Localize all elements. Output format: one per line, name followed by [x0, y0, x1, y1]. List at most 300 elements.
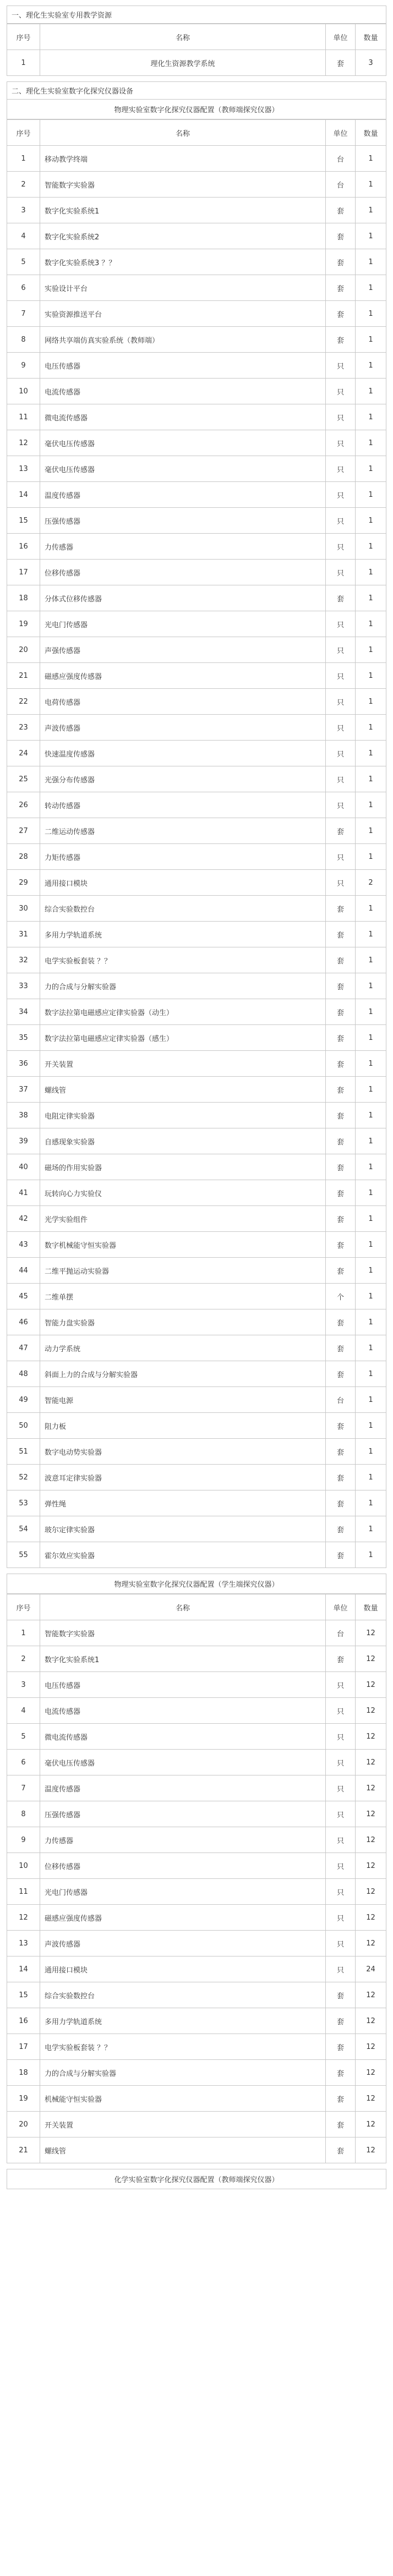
cell-name: 玩转向心力实验仪: [40, 1180, 326, 1206]
cell-qty: 12: [356, 2086, 386, 2112]
cell-unit: 套: [326, 2112, 356, 2137]
cell-qty: 1: [356, 1077, 386, 1103]
cell-name: 波意耳定律实验器: [40, 1465, 326, 1490]
cell-index: 5: [7, 249, 40, 275]
cell-unit: 只: [326, 508, 356, 534]
table-row: [7, 1931, 386, 1956]
cell-name: 快速温度传感器: [40, 741, 326, 766]
cell-qty: 1: [356, 379, 386, 404]
table-title: 化学实验室数字化探究仪器配置（教师端探究仪器）: [7, 2169, 386, 2189]
cell-qty: 1: [356, 249, 386, 275]
table-row: [7, 1180, 386, 1206]
table-row: [7, 1879, 386, 1905]
cell-qty: 12: [356, 1879, 386, 1905]
cell-unit: 只: [326, 430, 356, 456]
cell-name: 毫伏电压传感器: [40, 1750, 326, 1775]
cell-unit: 只: [326, 379, 356, 404]
cell-index: 21: [7, 2137, 40, 2163]
cell-qty: 1: [356, 766, 386, 792]
cell-name: 网络共享端仿真实验系统（教师端）: [40, 327, 326, 353]
cell-index: 29: [7, 870, 40, 896]
cell-index: 26: [7, 792, 40, 818]
section-3: [7, 1574, 386, 2163]
cell-name: 智能数字实验器: [40, 172, 326, 198]
cell-index: 14: [7, 1956, 40, 1982]
table-row: [7, 1516, 386, 1542]
section-title: 一、理化生实验室专用教学资源: [7, 6, 386, 24]
cell-qty: 12: [356, 1620, 386, 1646]
cell-name: 电荷传感器: [40, 689, 326, 715]
table-row: [7, 2112, 386, 2137]
table-row: [7, 275, 386, 301]
cell-qty: 12: [356, 2060, 386, 2086]
cell-unit: 套: [326, 1206, 356, 1232]
cell-unit: 套: [326, 947, 356, 973]
cell-index: 12: [7, 430, 40, 456]
table-row: [7, 301, 386, 327]
table-row: [7, 844, 386, 870]
cell-index: 35: [7, 1025, 40, 1051]
cell-index: 15: [7, 1982, 40, 2008]
table-row: [7, 715, 386, 741]
table-row: [7, 1646, 386, 1672]
table-row: [7, 1724, 386, 1750]
cell-index: 25: [7, 766, 40, 792]
section-1: [7, 6, 386, 76]
table-row: [7, 1465, 386, 1490]
cell-index: 16: [7, 2008, 40, 2034]
cell-qty: 1: [356, 1206, 386, 1232]
cell-name: 电流传感器: [40, 1698, 326, 1724]
cell-qty: 1: [356, 223, 386, 249]
cell-qty: 1: [356, 1180, 386, 1206]
cell-qty: 1: [356, 1128, 386, 1154]
cell-qty: 1: [356, 741, 386, 766]
table-row: [7, 1905, 386, 1931]
table-row: [7, 689, 386, 715]
col-header-qty: 数量: [356, 24, 386, 50]
cell-unit: 套: [326, 301, 356, 327]
cell-index: 19: [7, 611, 40, 637]
col-header-name: 名称: [40, 24, 326, 50]
cell-qty: 12: [356, 1775, 386, 1801]
cell-index: 15: [7, 508, 40, 534]
cell-name: 智能数字实验器: [40, 1620, 326, 1646]
cell-unit: 套: [326, 327, 356, 353]
col-header-index: 序号: [7, 24, 40, 50]
cell-unit: 台: [326, 1620, 356, 1646]
cell-unit: 套: [326, 1180, 356, 1206]
cell-qty: 1: [356, 689, 386, 715]
cell-unit: 套: [326, 2008, 356, 2034]
cell-qty: 1: [356, 301, 386, 327]
resource-table: [7, 24, 386, 76]
cell-qty: 1: [356, 1542, 386, 1568]
cell-index: 23: [7, 715, 40, 741]
cell-unit: 只: [326, 560, 356, 585]
col-header-qty: 数量: [356, 120, 386, 146]
cell-name: 微电流传感器: [40, 1724, 326, 1750]
cell-index: 1: [7, 146, 40, 172]
cell-name: 声波传感器: [40, 1931, 326, 1956]
cell-index: 20: [7, 2112, 40, 2137]
cell-name: 力的合成与分解实验器: [40, 973, 326, 999]
cell-qty: 12: [356, 1905, 386, 1931]
cell-qty: 12: [356, 1698, 386, 1724]
cell-unit: 只: [326, 1775, 356, 1801]
cell-index: 49: [7, 1387, 40, 1413]
cell-qty: 12: [356, 1982, 386, 2008]
table-row: [7, 947, 386, 973]
cell-name: 数字化实验系统1: [40, 198, 326, 223]
cell-index: 18: [7, 585, 40, 611]
cell-qty: 1: [356, 611, 386, 637]
cell-name: 压强传感器: [40, 1801, 326, 1827]
cell-index: 17: [7, 2034, 40, 2060]
col-header-index: 序号: [7, 120, 40, 146]
table-row: [7, 1775, 386, 1801]
cell-index: 39: [7, 1128, 40, 1154]
cell-name: 光强分布传感器: [40, 766, 326, 792]
cell-name: 毫伏电压传感器: [40, 430, 326, 456]
cell-qty: 1: [356, 482, 386, 508]
cell-unit: 只: [326, 715, 356, 741]
cell-unit: 套: [326, 1490, 356, 1516]
table-row: [7, 1490, 386, 1516]
cell-unit: 只: [326, 404, 356, 430]
section-4: [7, 2169, 386, 2189]
cell-name: 实验资源推送平台: [40, 301, 326, 327]
table-row: [7, 585, 386, 611]
table-row: [7, 1128, 386, 1154]
cell-name: 转动传感器: [40, 792, 326, 818]
col-header-index: 序号: [7, 1594, 40, 1620]
table-row: [7, 741, 386, 766]
cell-unit: 套: [326, 275, 356, 301]
cell-name: 二维运动传感器: [40, 818, 326, 844]
cell-unit: 只: [326, 1672, 356, 1698]
section-2: [7, 81, 386, 1568]
cell-qty: 1: [356, 663, 386, 689]
cell-index: 12: [7, 1905, 40, 1931]
cell-name: 电压传感器: [40, 1672, 326, 1698]
cell-unit: 套: [326, 1982, 356, 2008]
cell-unit: 只: [326, 1724, 356, 1750]
cell-name: 电学实验板套装 ？？: [40, 2034, 326, 2060]
cell-index: 4: [7, 223, 40, 249]
table-row: [7, 1051, 386, 1077]
cell-unit: 套: [326, 1646, 356, 1672]
cell-unit: 套: [326, 1025, 356, 1051]
cell-name: 数字法拉第电磁感应定律实验器（动生）: [40, 999, 326, 1025]
cell-name: 智能力盘实验器: [40, 1309, 326, 1335]
cell-name: 综合实验数控台: [40, 1982, 326, 2008]
cell-index: 13: [7, 1931, 40, 1956]
cell-unit: 只: [326, 1750, 356, 1775]
table-row: [7, 1439, 386, 1465]
table-row: [7, 560, 386, 585]
table-row: [7, 50, 386, 76]
cell-index: 33: [7, 973, 40, 999]
cell-index: 6: [7, 1750, 40, 1775]
cell-index: 14: [7, 482, 40, 508]
cell-name: 开关装置: [40, 1051, 326, 1077]
cell-name: 霍尔效应实验器: [40, 1542, 326, 1568]
cell-index: 9: [7, 1827, 40, 1853]
cell-unit: 套: [326, 1103, 356, 1128]
cell-qty: 12: [356, 2008, 386, 2034]
table-row: [7, 1413, 386, 1439]
cell-qty: 1: [356, 947, 386, 973]
cell-name: 电阻定律实验器: [40, 1103, 326, 1128]
cell-unit: 套: [326, 2137, 356, 2163]
cell-index: 28: [7, 844, 40, 870]
table-row: [7, 456, 386, 482]
cell-index: 20: [7, 637, 40, 663]
cell-index: 11: [7, 404, 40, 430]
cell-qty: 1: [356, 1490, 386, 1516]
cell-unit: 只: [326, 456, 356, 482]
cell-qty: 1: [356, 1103, 386, 1128]
cell-index: 36: [7, 1051, 40, 1077]
cell-name: 微电流传感器: [40, 404, 326, 430]
table-row: [7, 2086, 386, 2112]
cell-index: 52: [7, 1465, 40, 1490]
col-header-name: 名称: [40, 120, 326, 146]
cell-unit: 套: [326, 922, 356, 947]
cell-qty: 1: [356, 1516, 386, 1542]
table-row: [7, 663, 386, 689]
table-row: [7, 1750, 386, 1775]
cell-unit: 只: [326, 637, 356, 663]
cell-qty: 1: [356, 637, 386, 663]
cell-qty: 1: [356, 792, 386, 818]
cell-index: 45: [7, 1284, 40, 1309]
cell-name: 声波传感器: [40, 715, 326, 741]
cell-qty: 12: [356, 1853, 386, 1879]
cell-unit: 套: [326, 1051, 356, 1077]
cell-index: 7: [7, 301, 40, 327]
cell-name: 动力学系统: [40, 1335, 326, 1361]
cell-name: 位移传感器: [40, 560, 326, 585]
student-instrument-table: [7, 1594, 386, 2163]
cell-name: 二维单摆: [40, 1284, 326, 1309]
cell-unit: 台: [326, 1387, 356, 1413]
cell-unit: 套: [326, 1516, 356, 1542]
cell-unit: 套: [326, 1128, 356, 1154]
document: [7, 6, 386, 2189]
table-row: [7, 172, 386, 198]
cell-index: 55: [7, 1542, 40, 1568]
cell-index: 10: [7, 1853, 40, 1879]
cell-index: 42: [7, 1206, 40, 1232]
cell-name: 螺线管: [40, 1077, 326, 1103]
cell-unit: 套: [326, 1413, 356, 1439]
cell-unit: 台: [326, 172, 356, 198]
cell-qty: 12: [356, 1827, 386, 1853]
cell-index: 10: [7, 379, 40, 404]
table-row: [7, 1335, 386, 1361]
cell-qty: 1: [356, 844, 386, 870]
cell-index: 48: [7, 1361, 40, 1387]
cell-name: 温度传感器: [40, 482, 326, 508]
cell-unit: 套: [326, 1258, 356, 1284]
cell-unit: 只: [326, 1827, 356, 1853]
cell-name: 力的合成与分解实验器: [40, 2060, 326, 2086]
cell-name: 磁感应强度传感器: [40, 663, 326, 689]
table-row: [7, 379, 386, 404]
cell-index: 32: [7, 947, 40, 973]
cell-index: 4: [7, 1698, 40, 1724]
cell-qty: 12: [356, 1750, 386, 1775]
cell-unit: 套: [326, 1465, 356, 1490]
cell-unit: 套: [326, 2060, 356, 2086]
cell-unit: 只: [326, 482, 356, 508]
table-row: [7, 2034, 386, 2060]
cell-name: 机械能守恒实验器: [40, 2086, 326, 2112]
table-title: 物理实验室数字化探究仪器配置（学生端探究仪器）: [7, 1574, 386, 1594]
cell-qty: 1: [356, 896, 386, 922]
table-row: [7, 223, 386, 249]
cell-qty: 1: [356, 1439, 386, 1465]
table-row: [7, 1284, 386, 1309]
table-row: [7, 870, 386, 896]
cell-qty: 1: [356, 1309, 386, 1335]
cell-unit: 套: [326, 198, 356, 223]
cell-qty: 1: [356, 1051, 386, 1077]
cell-qty: 2: [356, 870, 386, 896]
cell-index: 2: [7, 172, 40, 198]
cell-index: 1: [7, 50, 40, 76]
table-row: [7, 1103, 386, 1128]
table-row: [7, 1154, 386, 1180]
cell-qty: 1: [356, 1361, 386, 1387]
cell-index: 27: [7, 818, 40, 844]
cell-unit: 套: [326, 50, 356, 76]
cell-unit: 套: [326, 249, 356, 275]
cell-index: 1: [7, 1620, 40, 1646]
cell-name: 位移传感器: [40, 1853, 326, 1879]
col-header-unit: 单位: [326, 24, 356, 50]
table-row: [7, 1698, 386, 1724]
cell-index: 19: [7, 2086, 40, 2112]
cell-unit: 套: [326, 999, 356, 1025]
cell-qty: 1: [356, 560, 386, 585]
table-row: [7, 999, 386, 1025]
cell-qty: 1: [356, 1465, 386, 1490]
cell-name: 压强传感器: [40, 508, 326, 534]
cell-unit: 只: [326, 1801, 356, 1827]
cell-index: 43: [7, 1232, 40, 1258]
cell-name: 光电门传感器: [40, 611, 326, 637]
cell-unit: 套: [326, 2086, 356, 2112]
table-row: [7, 2060, 386, 2086]
cell-name: 玻尔定律实验器: [40, 1516, 326, 1542]
cell-unit: 只: [326, 689, 356, 715]
cell-name: 磁场的作用实验器: [40, 1154, 326, 1180]
cell-index: 24: [7, 741, 40, 766]
cell-name: 电流传感器: [40, 379, 326, 404]
cell-index: 38: [7, 1103, 40, 1128]
cell-index: 22: [7, 689, 40, 715]
cell-name: 综合实验数控台: [40, 896, 326, 922]
cell-qty: 12: [356, 2034, 386, 2060]
cell-qty: 1: [356, 1154, 386, 1180]
cell-unit: 台: [326, 146, 356, 172]
cell-index: 51: [7, 1439, 40, 1465]
table-row: [7, 404, 386, 430]
cell-name: 二维平抛运动实验器: [40, 1258, 326, 1284]
col-header-name: 名称: [40, 1594, 326, 1620]
cell-qty: 1: [356, 353, 386, 379]
cell-unit: 只: [326, 353, 356, 379]
cell-name: 数字法拉第电磁感应定律实验器（感生）: [40, 1025, 326, 1051]
cell-name: 数字机械能守恒实验器: [40, 1232, 326, 1258]
cell-qty: 1: [356, 1232, 386, 1258]
cell-unit: 个: [326, 1284, 356, 1309]
cell-qty: 1: [356, 430, 386, 456]
cell-index: 17: [7, 560, 40, 585]
cell-unit: 套: [326, 223, 356, 249]
table-row: [7, 1853, 386, 1879]
cell-index: 7: [7, 1775, 40, 1801]
table-row: [7, 1982, 386, 2008]
cell-name: 实验设计平台: [40, 275, 326, 301]
cell-unit: 只: [326, 663, 356, 689]
cell-name: 电学实验板套装 ？？: [40, 947, 326, 973]
cell-unit: 只: [326, 870, 356, 896]
table-row: [7, 1542, 386, 1568]
cell-name: 通用接口模块: [40, 1956, 326, 1982]
cell-name: 力矩传感器: [40, 844, 326, 870]
cell-name: 力传感器: [40, 534, 326, 560]
cell-index: 31: [7, 922, 40, 947]
table-row: [7, 1025, 386, 1051]
cell-unit: 只: [326, 1698, 356, 1724]
cell-name: 光电门传感器: [40, 1879, 326, 1905]
cell-qty: 1: [356, 922, 386, 947]
table-row: [7, 818, 386, 844]
cell-qty: 12: [356, 1931, 386, 1956]
cell-name: 理化生资源教学系统: [40, 50, 326, 76]
cell-unit: 只: [326, 1879, 356, 1905]
cell-qty: 12: [356, 1646, 386, 1672]
cell-name: 光学实验组件: [40, 1206, 326, 1232]
cell-qty: 1: [356, 198, 386, 223]
cell-name: 数字化实验系统1: [40, 1646, 326, 1672]
cell-qty: 1: [356, 973, 386, 999]
cell-name: 温度传感器: [40, 1775, 326, 1801]
cell-index: 47: [7, 1335, 40, 1361]
cell-index: 54: [7, 1516, 40, 1542]
cell-name: 弹性绳: [40, 1490, 326, 1516]
table-row: [7, 1258, 386, 1284]
table-row: [7, 482, 386, 508]
cell-index: 46: [7, 1309, 40, 1335]
cell-unit: 套: [326, 973, 356, 999]
table-row: [7, 792, 386, 818]
cell-unit: 套: [326, 1154, 356, 1180]
table-row: [7, 1077, 386, 1103]
cell-unit: 只: [326, 1931, 356, 1956]
cell-index: 13: [7, 456, 40, 482]
table-row: [7, 430, 386, 456]
cell-index: 50: [7, 1413, 40, 1439]
table-title: 物理实验室数字化探究仪器配置（教师端探究仪器）: [7, 100, 386, 119]
cell-name: 自感现象实验器: [40, 1128, 326, 1154]
table-row: [7, 1620, 386, 1646]
cell-index: 16: [7, 534, 40, 560]
